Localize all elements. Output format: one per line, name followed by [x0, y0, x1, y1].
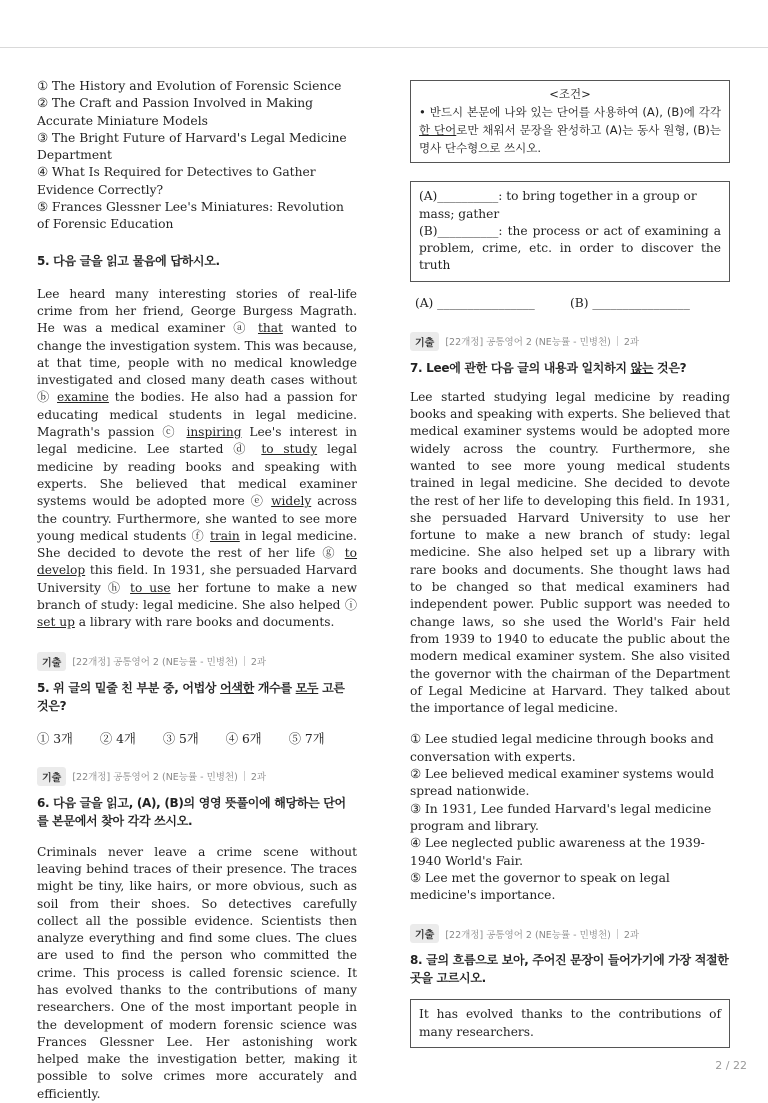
condition-text: • 반드시 본문에 나와 있는 단어를 사용하여 (A), (B)에 각각 한 단어로만 채워서 문장을 완성하고 (A)는 동사 원형, (B)는 명사 단수형으로 쓰시오. — [419, 105, 721, 156]
option-3[interactable]: ③ In 1931, Lee funded Harvard's legal medicine program and library. — [410, 801, 712, 833]
q7-passage: Lee started studying legal medicine by reading books and speaking with experts. She believed that medical examiner systems would be adopted more widely across the country. Furthermore, she wanted to see more young medical students trained in legal medicine. She decided to devote the rest of her life to developing this field. In 1931, she persuaded Harvard University to use her fortune to make a new branch of study: legal medicine. She also helped set up a library with rare books and documents. She thought laws had to be changed so that medical examiners had independent power. Public support was needed to change laws, so she used the World's Fair held from 1939 to 1940 to educate the public about the modern medical examiner system. She also visited the governor with the chairman of the Department of Legal Medicine at Harvard. They talked about the importance of legal medicine. — [410, 389, 730, 716]
underline-d: to study — [261, 442, 318, 457]
option-2[interactable]: ② Lee believed medical examiner systems would spread nationwide. — [410, 767, 715, 799]
marker-a: ⓐ — [233, 321, 250, 336]
source-tag — [37, 652, 357, 671]
marker-b: ⓑ — [37, 390, 52, 405]
source-badge: 기출 — [410, 332, 439, 351]
underline-e: widely — [271, 494, 312, 509]
header-divider — [0, 47, 768, 48]
q5-title: 5. 위 글의 밑줄 친 부분 중, 어법상 어색한 개수를 모두 고른 것은? — [37, 680, 345, 713]
condition-title: <조건> — [549, 87, 591, 101]
source-badge: 기출 — [37, 767, 66, 786]
source-tag — [410, 332, 730, 351]
option-2[interactable]: ② The Craft and Passion Involved in Making Accurate Miniature Models — [37, 96, 314, 128]
underline-g: to develop — [37, 546, 357, 578]
given-sentence-box: It has evolved thanks to the contributions of many researchers. — [410, 999, 730, 1048]
answer-b-blank[interactable]: (B) ________________ — [570, 295, 690, 310]
option-4[interactable]: ④ Lee neglected public awareness at the 1939- 1940 World's Fair. — [410, 836, 705, 868]
source-lesson: 2과 — [250, 772, 267, 784]
marker-i: ⓘ — [344, 598, 357, 613]
source-lesson: 2과 — [250, 657, 267, 669]
source-lesson: 2과 — [623, 929, 640, 941]
answer-a-blank[interactable]: (A) ________________ — [415, 295, 535, 310]
q5-choices — [37, 729, 357, 747]
underline-f: train — [210, 528, 240, 543]
source-tag — [410, 924, 730, 943]
option-5[interactable]: ⑤ Lee met the governor to speak on legal medicine's importance. — [410, 870, 670, 903]
answer-row — [410, 296, 730, 310]
marker-h: ⓗ — [107, 580, 124, 595]
q6-title: 6. 다음 글을 읽고, (A), (B)의 영영 뜻풀이에 해당하는 단어를 본문에서 찾아 각각 쓰시오. — [37, 795, 346, 828]
option-1[interactable]: ① The History and Evolution of Forensic Science — [37, 79, 342, 93]
source-tag — [37, 767, 357, 786]
left-column — [37, 78, 357, 1103]
choice-2[interactable]: ② 4개 — [99, 731, 136, 746]
source-badge: 기출 — [410, 924, 439, 943]
underline-c: inspiring — [186, 425, 242, 440]
source-course: [22개정] 공통영어 2 (NE능률 - 민병천) — [445, 337, 611, 349]
choice-3[interactable]: ③ 5개 — [162, 731, 199, 746]
passage-heading: 5. 다음 글을 읽고 물음에 답하시오. — [37, 253, 220, 268]
option-4[interactable]: ④ What Is Required for Detectives to Gather Evidence Correctly? — [37, 165, 316, 197]
marker-c: ⓒ — [162, 425, 179, 440]
source-course: [22개정] 공통영어 2 (NE능률 - 민병천) — [72, 657, 238, 669]
choice-1[interactable]: ① 3개 — [37, 731, 73, 746]
definition-box — [410, 181, 730, 281]
option-1[interactable]: ① Lee studied legal medicine through books and conversation with experts. — [410, 732, 714, 764]
option-5[interactable]: ⑤ Frances Glessner Lee's Miniatures: Revolution of Forensic Education — [37, 200, 344, 232]
right-column — [410, 80, 730, 1048]
q6-passage: Criminals never leave a crime scene without leaving behind traces of their presence. The traces might be tiny, like hairs, or more obvious, such as soil from their shoes. So detectives carefully collect all the possible evidence. Scientists then analyze everything and find some clues. The clues are used to find the person who committed the crime. This process is called forensic science. It has evolved thanks to the contributions of many researchers. One of the most important people in the development of modern forensic science was Frances Glessner Lee. Her astonishing work helped make the investigation better, making it possible to solve crimes more accurately and efficiently. — [37, 844, 357, 1101]
underline-b: examine — [57, 390, 109, 405]
source-course: [22개정] 공통영어 2 (NE능률 - 민병천) — [72, 772, 238, 784]
marker-g: ⓖ — [322, 546, 338, 561]
q7-options — [410, 731, 730, 904]
q4-options — [37, 78, 357, 234]
marker-f: ⓕ — [191, 528, 205, 543]
page-number: 2 / 22 — [715, 1059, 747, 1072]
underline-h: to use — [130, 580, 171, 595]
source-badge: 기출 — [37, 652, 66, 671]
source-course: [22개정] 공통영어 2 (NE능률 - 민병천) — [445, 929, 611, 941]
marker-e: ⓔ — [250, 494, 266, 509]
marker-d: ⓓ — [233, 442, 252, 457]
q5-passage: Lee heard many interesting stories of real-life crime from her friend, George Burgess Magrath. He was a medical examiner ⓐ that wanted to change the investigation system. This was because, at that time, people with no medical knowledge investigated and closed many death cases without ⓑ examine the bodies. He also had a passion for educating medical students in legal medicine. Magrath's passion ⓒ inspiring Lee's interest in legal medicine. Lee started ⓓ to study legal medicine by reading books and speaking with experts. She believed that medical examiner systems would be adopted more ⓔ widely across the country. Furthermore, she wanted to see more young medical students ⓕ train in legal medicine. She decided to devote the rest of her life ⓖ to develop this field. In 1931, she persuaded Harvard University ⓗ to use her fortune to make a new branch of study: legal medicine. She also helped ⓘ set up a library with rare books and documents. — [37, 286, 358, 630]
option-3[interactable]: ③ The Bright Future of Harvard's Legal Medicine Department — [37, 130, 347, 163]
underline-i: set up — [37, 615, 75, 630]
definition-a: (A)__________: to bring together in a group or mass; gather — [419, 189, 697, 221]
source-lesson: 2과 — [623, 337, 640, 349]
q8-title: 8. 글의 흐름으로 보아, 주어진 문장이 들어가기에 가장 적절한 곳을 고르시오. — [410, 953, 729, 986]
choice-5[interactable]: ⑤ 7개 — [288, 731, 325, 746]
choice-4[interactable]: ④ 6개 — [225, 731, 262, 746]
condition-box — [410, 80, 730, 163]
underline-a: that — [257, 321, 283, 336]
definition-b: (B)__________: the process or act of examining a problem, crime, etc. in order to discover the truth — [419, 223, 721, 273]
q7-title: 7. Lee에 관한 다음 글의 내용과 일치하지 않는 것은? — [410, 360, 687, 375]
